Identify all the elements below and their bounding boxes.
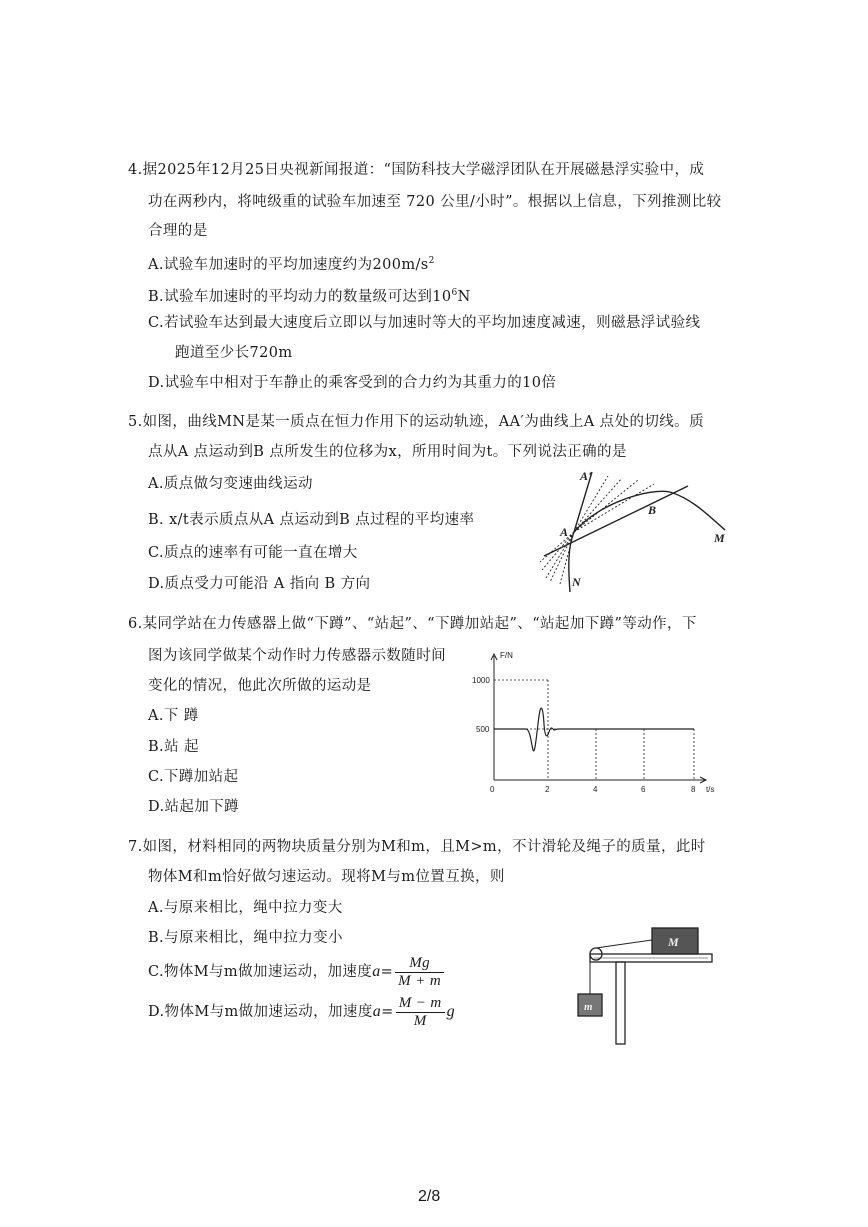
q6-stem-line3: 变化的情况，他此次所做的运动是 <box>148 678 372 694</box>
label-a-prime: A' <box>580 469 592 483</box>
chord-line-ab <box>544 486 688 556</box>
x-tick-4: 4 <box>593 785 598 794</box>
q7-option-c: C.物体M与m做加速运动，加速度a= $\frac{Mg}{M + m}$ <box>148 954 446 990</box>
q6-stem-line2: 图为该同学做某个动作时力传感器示数随时间 <box>148 648 446 664</box>
y-axis-label: F/N <box>500 651 513 660</box>
q7-stem-line2: 物体M和m恰好做匀速运动。现将M与m位置互换，则 <box>148 869 505 885</box>
q7-pulley-figure <box>570 920 720 1046</box>
q7-option-d: D.物体M与m做加速运动，加速度a= $\frac{M - m}{M}$ g <box>148 994 456 1029</box>
x-tick-8: 8 <box>691 785 696 794</box>
q5-option-b: B. x/t表示质点从A 点运动到B 点过程的平均速率 <box>148 512 475 528</box>
label-b: B <box>648 503 657 517</box>
q4-stem-line1: 4.据2025年12月25日央视新闻报道：“国防科技大学磁浮团队在开展磁悬浮实验中，成 <box>128 162 705 178</box>
fraction-d: $\frac{M - m}{M}$ <box>396 995 445 1030</box>
y-tick-1000: 1000 <box>472 676 490 685</box>
q7-stem-line1: 7.如图，材料相同的两物块质量分别为M和m，且M>m，不计滑轮及绳子的质量，此时 <box>128 839 706 855</box>
q6-option-d: D.站起加下蹲 <box>148 799 240 815</box>
x-tick-6: 6 <box>641 785 646 794</box>
x-tick-0: 0 <box>490 785 495 794</box>
label-big-m: M <box>668 935 679 949</box>
q5-option-c: C.质点的速率有可能一直在增大 <box>148 545 358 561</box>
x-axis-label: t/s <box>706 785 715 794</box>
table-leg <box>616 962 625 1044</box>
q5-trajectory-figure <box>530 466 740 592</box>
x-tick-2: 2 <box>545 785 550 794</box>
q6-option-c: C.下蹲加站起 <box>148 769 239 785</box>
rope-horizontal <box>596 940 652 948</box>
q5-stem-line1: 5.如图，曲线MN是某一质点在恒力作用下的运动轨迹，AA′为曲线上A 点处的切线。质 <box>128 414 704 430</box>
q4-option-b: B.试验车加速时的平均动力的数量级可达到$10^6N$ <box>148 288 471 305</box>
q4-option-a: A.试验车加速时的平均加速度约为$200m/s^2$ <box>148 256 435 273</box>
label-a: A <box>560 525 569 539</box>
fraction-c: $\frac{Mg}{M + m}$ <box>395 955 444 990</box>
label-m: M <box>714 531 725 545</box>
q6-option-a: A.下 蹲 <box>148 708 199 724</box>
label-small-m: m <box>584 1001 593 1013</box>
q4-stem-line2: 功在两秒内，将吨级重的试验车加速至 720 公里/小时”。根据以上信息，下列推测比较 <box>148 194 722 210</box>
q4-stem-line3: 合理的是 <box>148 223 208 239</box>
label-n: N <box>572 575 581 589</box>
q5-stem-line2: 点从A 点运动到B 点所发生的位移为x，所用时间为t。下列说法正确的是 <box>148 444 627 460</box>
q5-option-a: A.质点做匀变速曲线运动 <box>148 476 313 492</box>
q6-option-b: B.站 起 <box>148 739 199 755</box>
y-tick-500: 500 <box>476 725 490 734</box>
q4-option-c-line2: 跑道至少长720m <box>175 345 293 361</box>
force-curve <box>494 708 694 751</box>
q4-option-d: D.试验车中相对于车静止的乘客受到的合力约为其重力的10倍 <box>148 375 557 391</box>
q6-force-time-graph <box>470 646 720 796</box>
q4-option-c-line1: C.若试验车达到最大速度后立即以与加速时等大的平均加速度减速，则磁悬浮试验线 <box>148 315 701 331</box>
q5-option-d: D.质点受力可能沿 A 指向 B 方向 <box>148 576 371 592</box>
page-number: 2/8 <box>418 1188 441 1205</box>
q7-option-a: A.与原来相比，绳中拉力变大 <box>148 900 343 916</box>
q6-stem-line1: 6.某同学站在力传感器上做“下蹲”、“站起”、“下蹲加站起”、“站起加下蹲”等动作，下 <box>128 616 697 632</box>
q7-option-b: B.与原来相比，绳中拉力变小 <box>148 930 343 946</box>
